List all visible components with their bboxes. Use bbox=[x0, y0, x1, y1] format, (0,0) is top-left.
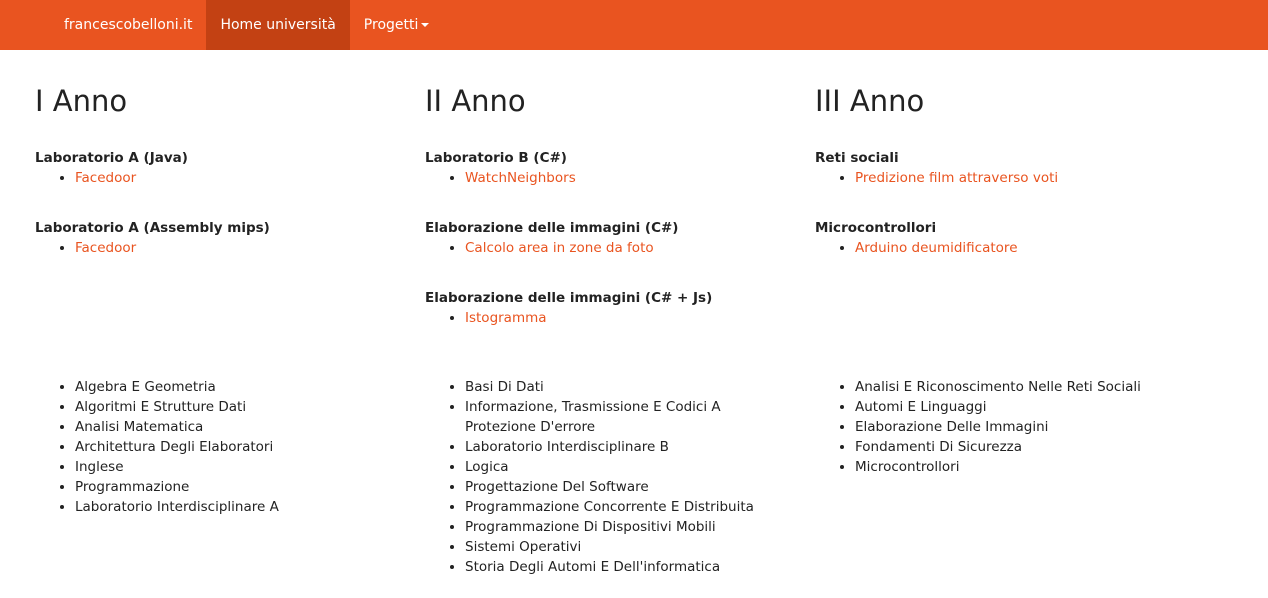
caret-down-icon bbox=[421, 23, 429, 27]
course-list bbox=[35, 377, 405, 517]
project-group-title: Laboratorio A (Java) bbox=[35, 150, 188, 166]
year-title: II Anno bbox=[425, 84, 526, 118]
project-group-title: Laboratorio A (Assembly mips) bbox=[35, 220, 270, 236]
course-list bbox=[425, 377, 795, 577]
brand-link[interactable]: francescobelloni.it bbox=[64, 17, 193, 33]
project-list-item bbox=[855, 238, 1185, 258]
project-link[interactable]: Istogramma bbox=[465, 310, 547, 326]
course-item: • Analisi Matematica bbox=[75, 417, 405, 437]
project-list-item bbox=[75, 238, 405, 258]
project-list-item bbox=[465, 238, 795, 258]
project-group bbox=[35, 148, 405, 188]
project-group bbox=[425, 218, 795, 258]
nav-home-universita[interactable]: Home università bbox=[206, 0, 349, 50]
project-link[interactable]: Facedoor bbox=[75, 240, 137, 256]
course-item: • Inglese bbox=[75, 457, 405, 477]
course-item: • Laboratorio Interdisciplinare B bbox=[465, 437, 795, 457]
course-item: • Programmazione bbox=[75, 477, 405, 497]
project-link[interactable]: WatchNeighbors bbox=[465, 170, 576, 186]
project-groups bbox=[35, 148, 405, 288]
project-group-title: Laboratorio B (C#) bbox=[425, 150, 567, 166]
project-group-title: Elaborazione delle immagini (C#) bbox=[425, 220, 679, 236]
course-item: • Architettura Degli Elaboratori bbox=[75, 437, 405, 457]
course-item: • Sistemi Operativi bbox=[465, 537, 795, 557]
project-list bbox=[425, 168, 795, 188]
course-item: • Logica bbox=[465, 457, 795, 477]
project-list bbox=[425, 238, 795, 258]
course-item: • Algoritmi E Strutture Dati bbox=[75, 397, 405, 417]
project-list bbox=[425, 308, 795, 328]
project-group-title: Elaborazione delle immagini (C# + Js) bbox=[425, 290, 713, 306]
course-item: • Microcontrollori bbox=[855, 457, 1185, 477]
project-link[interactable]: Calcolo area in zone da foto bbox=[465, 240, 654, 256]
project-group bbox=[425, 288, 795, 328]
course-item: • Programmazione Di Dispositivi Mobili bbox=[465, 517, 795, 537]
project-list bbox=[35, 168, 405, 188]
course-item: • Elaborazione Delle Immagini bbox=[855, 417, 1185, 437]
project-group-title: Reti sociali bbox=[815, 150, 899, 166]
project-groups bbox=[815, 148, 1185, 288]
course-item: • Informazione, Trasmissione E Codici A Protezione D'errore bbox=[465, 397, 795, 437]
course-item: • Algebra E Geometria bbox=[75, 377, 405, 397]
course-item: • Storia Degli Automi E Dell'informatica bbox=[465, 557, 795, 577]
course-item: • Analisi E Riconoscimento Nelle Reti Sociali bbox=[855, 377, 1185, 397]
project-list-item bbox=[75, 168, 405, 188]
course-item: • Progettazione Del Software bbox=[465, 477, 795, 497]
project-link[interactable]: Facedoor bbox=[75, 170, 137, 186]
course-list bbox=[815, 377, 1185, 477]
nav-progetti-label: Progetti bbox=[363, 17, 419, 33]
main-content bbox=[0, 50, 1268, 598]
project-list bbox=[35, 238, 405, 258]
project-group-title: Microcontrollori bbox=[815, 220, 937, 236]
project-group bbox=[815, 148, 1185, 188]
project-link[interactable]: Predizione film attraverso voti bbox=[855, 170, 1059, 186]
course-item: • Laboratorio Interdisciplinare A bbox=[75, 497, 405, 517]
year-title: III Anno bbox=[815, 84, 925, 118]
project-group bbox=[425, 148, 795, 188]
project-link[interactable]: Arduino deumidificatore bbox=[855, 240, 1018, 256]
top-navbar bbox=[0, 0, 1268, 50]
course-item: • Basi Di Dati bbox=[465, 377, 795, 397]
project-list bbox=[815, 168, 1185, 188]
project-list bbox=[815, 238, 1185, 258]
project-list-item bbox=[465, 168, 795, 188]
project-list-item bbox=[465, 308, 795, 328]
course-item: • Programmazione Concorrente E Distribuita bbox=[465, 497, 795, 517]
nav-progetti-dropdown[interactable] bbox=[350, 0, 444, 50]
project-list-item bbox=[855, 168, 1185, 188]
project-groups bbox=[425, 148, 795, 358]
project-group bbox=[815, 218, 1185, 258]
course-item: • Fondamenti Di Sicurezza bbox=[855, 437, 1185, 457]
year-title: I Anno bbox=[35, 84, 128, 118]
project-group bbox=[35, 218, 405, 258]
course-item: • Automi E Linguaggi bbox=[855, 397, 1185, 417]
